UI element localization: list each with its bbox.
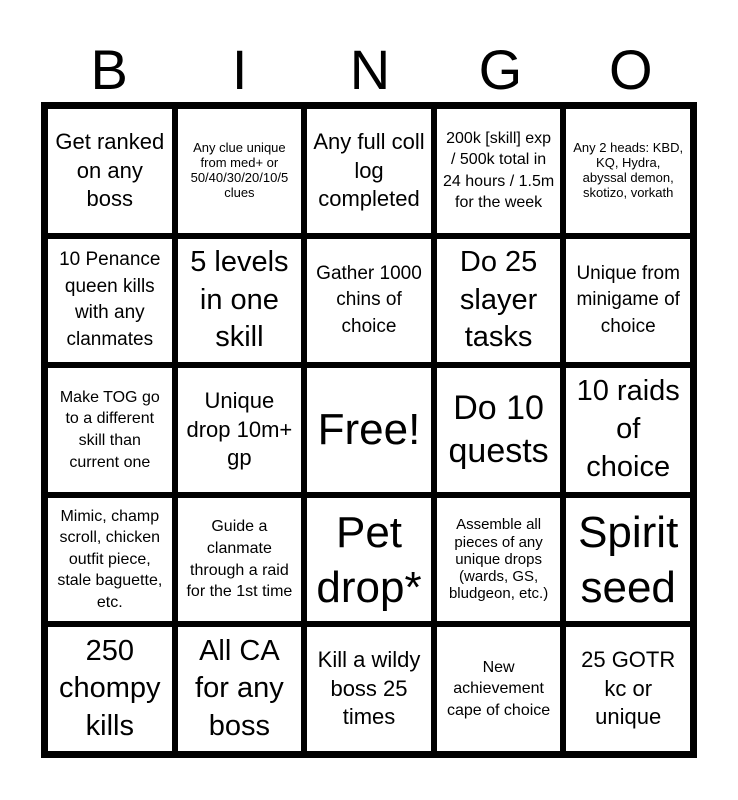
header-letter-g: G [478,38,523,101]
cell-text: New achievement cape of choice [447,658,551,719]
bingo-cell[interactable] [176,237,304,365]
bingo-board [41,102,697,758]
bingo-cell[interactable] [564,496,692,624]
bingo-cell[interactable] [435,496,563,624]
cell-text: 25 GOTR kc or unique [581,647,676,730]
bingo-cell[interactable] [176,625,304,753]
cell-text: Kill a wildy boss 25 times [317,647,421,730]
bingo-cell[interactable] [435,237,563,365]
bingo-cell[interactable] [435,625,563,753]
free-space-cell[interactable] [305,366,433,494]
bingo-header [44,40,696,100]
bingo-cell[interactable] [305,496,433,624]
bingo-cell[interactable] [46,496,174,624]
bingo-cell[interactable] [564,625,692,753]
bingo-cell[interactable] [46,237,174,365]
bingo-cell[interactable] [564,237,692,365]
bingo-cell[interactable] [564,366,692,494]
cell-text: 10 raids of choice [576,375,680,483]
header-letter-o: O [609,38,653,101]
cell-text: Mimic, champ scroll, chicken outfit piece, stale baguette, etc. [57,507,163,611]
cell-text: Unique drop 10m+ gp [186,388,293,471]
cell-text: Any full coll log completed [313,128,425,212]
bingo-cell[interactable] [176,496,304,624]
cell-text: Pet drop* [316,507,422,612]
bingo-cell[interactable] [305,625,433,753]
cell-text: 5 levels in one skill [190,245,289,354]
bingo-cell[interactable] [305,237,433,365]
bingo-cell[interactable] [46,366,174,494]
cell-text: All CA for any boss [195,634,284,743]
cell-text: Get ranked on any boss [55,128,165,212]
bingo-cell[interactable] [564,107,692,235]
cell-text: Any clue unique from med+ or 50/40/30/20/10/5 clues [190,139,289,200]
cell-text: Do 10 quests [448,389,549,470]
bingo-cell[interactable] [305,107,433,235]
cell-text: Assemble all pieces of any unique drops (wards, GS, bludgeon, etc.) [448,516,549,603]
cell-text: Make TOG go to a different skill than current one [59,388,160,471]
cell-text: Guide a clanmate through a raid for the 1st time [186,518,293,601]
bingo-cell[interactable] [176,107,304,235]
bingo-cell[interactable] [435,107,563,235]
cell-text: Any 2 heads: KBD, KQ, Hydra, abyssal demon, skotizo, vorkath [573,139,684,200]
cell-text: Unique from minigame of choice [576,262,680,337]
cell-text: Spirit seed [578,507,679,612]
cell-text: 200k [skill] exp / 500k total in 24 hours / 1.5m for the week [443,129,555,212]
bingo-cell[interactable] [435,366,563,494]
cell-text: Free! [317,405,421,455]
header-letter-n: N [349,38,391,101]
bingo-cell[interactable] [176,366,304,494]
bingo-cell[interactable] [46,625,174,753]
cell-text: 10 Penance queen kills with any clanmates [59,249,161,350]
cell-text: Do 25 slayer tasks [459,245,538,354]
header-letter-i: I [231,38,248,101]
header-letter-b: B [90,38,128,101]
bingo-cell[interactable] [46,107,174,235]
cell-text: Gather 1000 chins of choice [316,262,422,337]
cell-text: 250 chompy kills [59,634,161,743]
